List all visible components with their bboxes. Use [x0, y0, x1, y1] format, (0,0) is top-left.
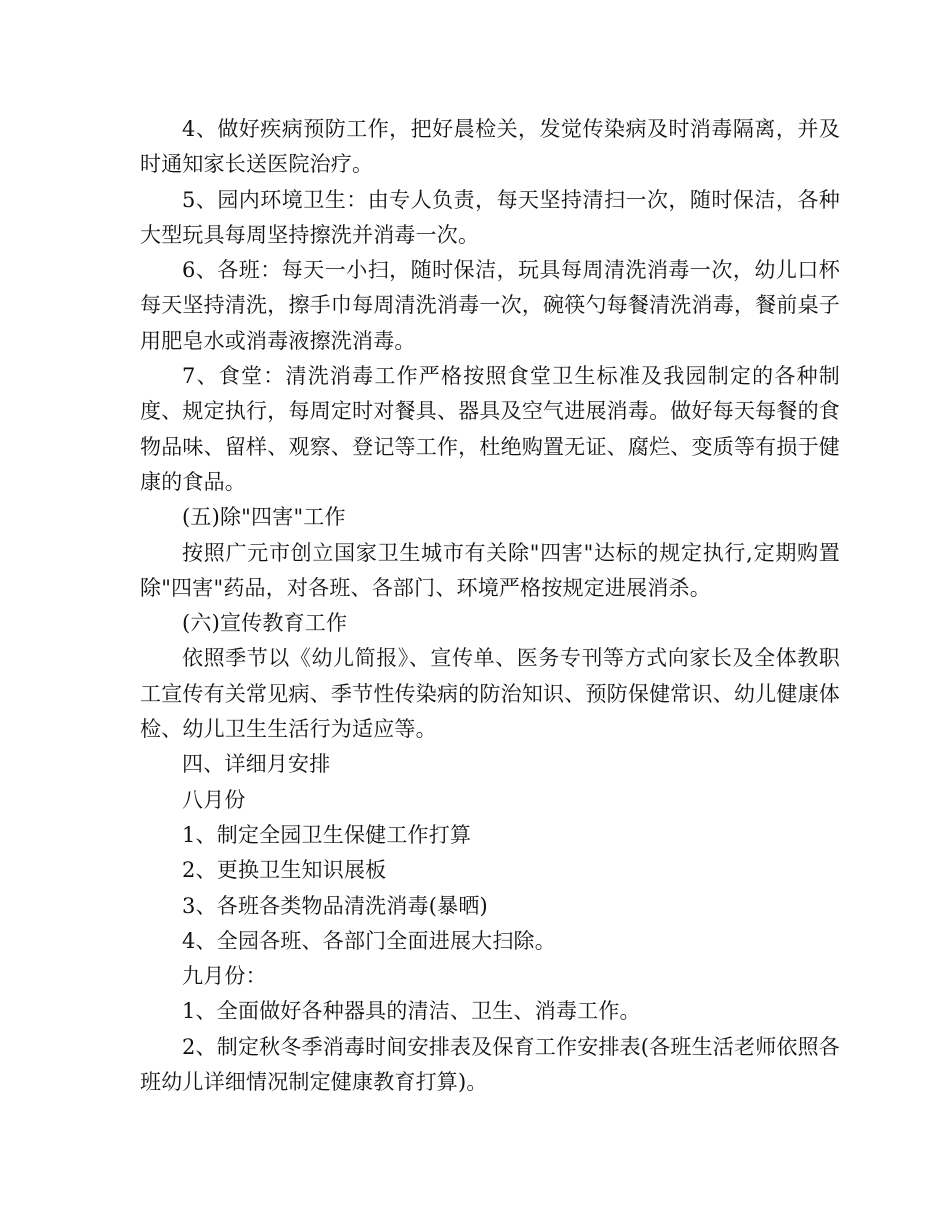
- section-heading-monthly-plan: 四、详细月安排: [182, 752, 331, 777]
- paragraph-pest-control: 按照广元市创立国家卫生城市有关除"四害"达标的规定执行,定期购置除"四害"药品，对各班、各部门、环境严格按规定进展消杀。: [140, 540, 840, 600]
- paragraph-item-5: 5、园内环境卫生：由专人负责，每天坚持清扫一次，随时保洁，各种大型玩具每周坚持擦洗并消毒一次。: [140, 187, 840, 247]
- august-item-3: 3、各班各类物品清洗消毒(暴晒): [182, 893, 488, 918]
- paragraph-item-7: 7、食堂：清洗消毒工作严格按照食堂卫生标准及我园制定的各种制度、规定执行，每周定时对餐具、器具及空气进展消毒。做好每天每餐的食物品味、留样、观察、登记等工作，杜绝购置无证、腐烂、变质等有损于健康的食品。: [140, 364, 840, 494]
- paragraph-item-6: 6、各班：每天一小扫，随时保洁，玩具每周清洗消毒一次，幼儿口杯每天坚持清洗，擦手巾每周清洗消毒一次，碗筷勺每餐清洗消毒，餐前桌子用肥皂水或消毒液擦洗消毒。: [140, 258, 840, 353]
- paragraph-item-4: 4、做好疾病预防工作，把好晨检关，发觉传染病及时消毒隔离，并及时通知家长送医院治疗。: [140, 117, 840, 177]
- september-item-1: 1、全面做好各种器具的清洁、卫生、消毒工作。: [182, 999, 641, 1024]
- september-item-2: 2、制定秋冬季消毒时间安排表及保育工作安排表(各班生活老师依照各班幼儿详细情况制定健康教育打算)。: [140, 1034, 840, 1095]
- section-heading-publicity: (六)宣传教育工作: [182, 611, 348, 636]
- august-item-2: 2、更换卫生知识展板: [182, 858, 387, 883]
- month-heading-august: 八月份: [182, 787, 246, 812]
- document-body: [140, 112, 840, 1100]
- paragraph-publicity: 依照季节以《幼儿简报》、宣传单、医务专刊等方式向家长及全体教职工宣传有关常见病、季节性传染病的防治知识、预防保健常识、幼儿健康体检、幼儿卫生生活行为适应等。: [140, 646, 840, 742]
- section-heading-pest-control: (五)除"四害"工作: [182, 505, 346, 530]
- month-heading-september: 九月份：: [182, 964, 267, 989]
- august-item-4: 4、全园各班、各部门全面进展大扫除。: [182, 928, 556, 953]
- august-item-1: 1、制定全园卫生保健工作打算: [182, 822, 472, 847]
